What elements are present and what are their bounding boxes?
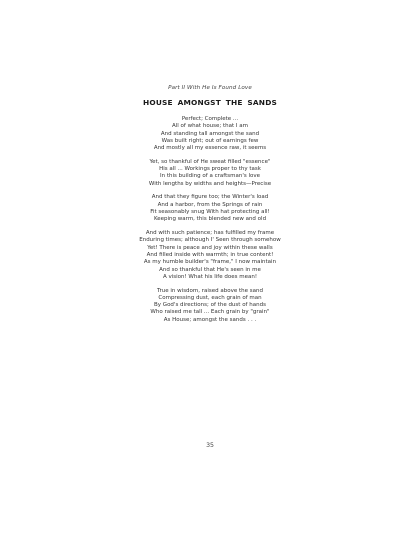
poem-line: Keeping warm, this blended new and old (153, 216, 267, 223)
poem-body (0, 116, 420, 324)
poem-line: Enduring times; although I' Seen through somehow (139, 237, 281, 244)
poem-line: A vision! What his life does mean! (162, 273, 258, 280)
poem-line: And so thankful that He's seen in me (159, 266, 261, 273)
running-head: Part II With He Is Found Love (168, 85, 252, 91)
poem-line: And a harbor, from the Springs of rain (157, 201, 263, 208)
stanza-5 (0, 288, 420, 324)
poem-line: And mostly all my essence raw, it seems (153, 145, 267, 152)
poem-line: As my humble builder's "frame," I now maintain (143, 259, 277, 266)
stanza-3 (0, 194, 420, 223)
poem-line: Who raised me tall ... Each grain by "grain" (150, 309, 270, 316)
poem-line: By God's directions; of the dust of hands (154, 302, 266, 309)
poem-line: Perfect; Complete ... (181, 116, 239, 122)
poem-line: Compressing dust, each grain of man (158, 294, 262, 301)
poem-line: As House; amongst the sands . . . (163, 316, 257, 323)
poem-line: All of what house; that I am (171, 123, 249, 130)
page-number: 35 (206, 442, 214, 449)
poem-line: Yet! There is peace and joy within these walls (147, 244, 273, 251)
poem-line: His all ... Workings proper to thy task (159, 166, 261, 173)
poem-title: HOUSE AMONGST THE SANDS (142, 98, 278, 107)
poem-line: And filled inside with warmth; in true content! (146, 251, 274, 258)
poem-line: And that they figure too; the Winter's load (151, 194, 269, 201)
poem-line: With lengths by widths and heights—Precise (148, 180, 272, 187)
stanza-4 (0, 230, 420, 281)
poem-line: Was built right; out of earnings few (161, 137, 259, 144)
poem-line: Yet, so thankful of He sweat filled "essence" (149, 158, 271, 165)
poem-line: Fit seasonably snug With hat protecting all! (150, 209, 270, 216)
poem-line: In this building of a craftsman's love (160, 173, 260, 180)
poem-line: And with such patience; has fulfilled my frame (145, 230, 275, 237)
poem-line: True in wisdom, raised above the sand (156, 287, 264, 294)
stanza-1 (0, 116, 420, 152)
stanza-2 (0, 159, 420, 188)
poem-line: And standing tall amongst the sand (160, 130, 260, 137)
